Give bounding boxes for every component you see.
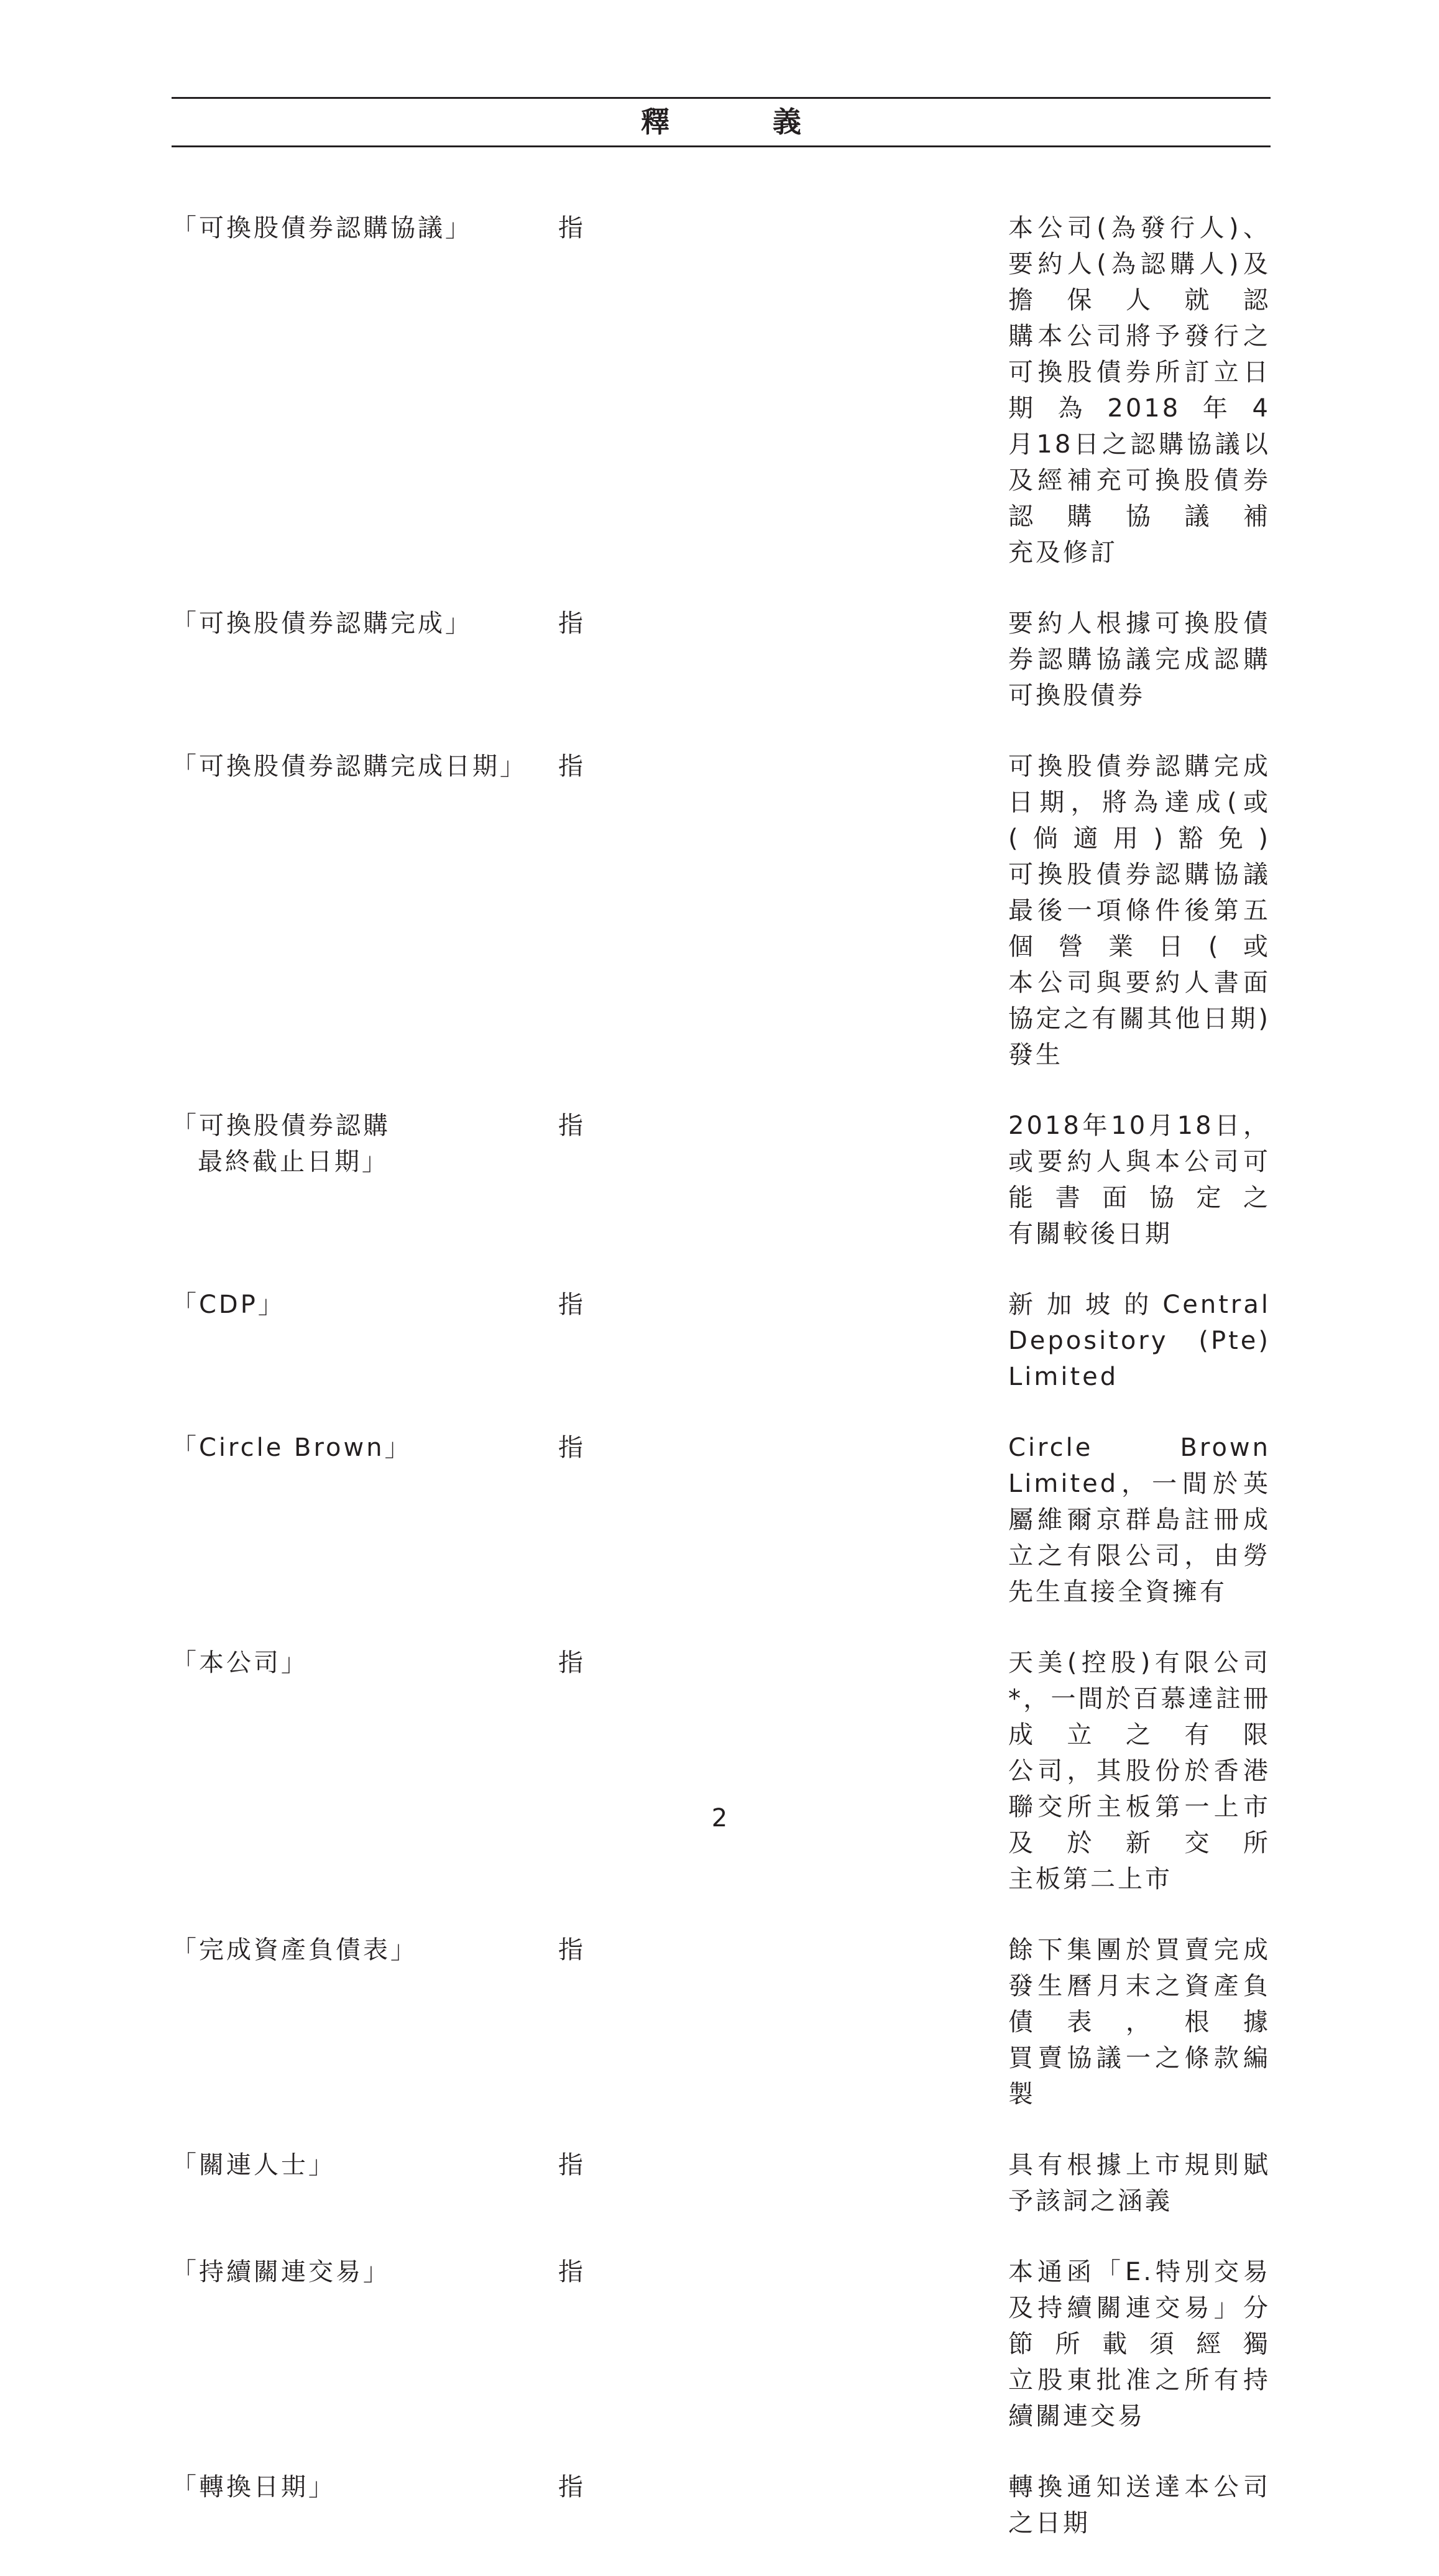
definition-term-line: 「關連人士」 [172,2151,336,2179]
definition-description-line: 2018年10月18日，或要約人與本公司可能書面協定之 [1008,1111,1271,1212]
definitions-list [172,210,1271,2576]
definition-term [172,1932,551,2112]
means-label: 指 [558,214,583,242]
definition-description [1008,1287,1271,1395]
definition-description-line: 新加坡的Central Depository (Pte) Limited [1008,1290,1271,1391]
means-label: 指 [558,2258,583,2286]
definition-description-line: 可換股債券認購完成日期，將為達成(或(倘適用)豁免) [1008,752,1271,853]
definition-description [1008,2147,1271,2219]
definition-description [1008,748,1271,1073]
definition-term-line: 「本公司」 [172,1649,308,1677]
definition-term-line: 「持續關連交易」 [172,2258,390,2286]
page-title: 釋 義 [641,105,839,139]
definition-term [172,210,551,571]
definition-entry [172,605,1271,714]
definition-entry [172,1287,1271,1395]
header-rule-top [172,97,1271,99]
definition-term-line: 「Circle Brown」 [172,1433,412,1462]
definition-description-line: 買賣協議一之條款編製 [1008,2044,1271,2109]
definition-description [1008,210,1271,571]
definition-description-line: 充及修訂 [1008,538,1118,567]
definition-description-line: 立股東批准之所有持續關連交易 [1008,2366,1271,2431]
definition-description-line: 公司，其股份於香港聯交所主板第一上市及於新交所 [1008,1757,1271,1857]
definition-entry [172,1108,1271,1252]
definition-term [172,1108,551,1252]
definition-description-line: 轉換通知送達本公司之日期 [1008,2473,1271,2537]
definition-description [1008,1108,1271,1252]
definition-entry [172,210,1271,571]
header-rule-bottom [172,145,1271,147]
definition-description [1008,1430,1271,1610]
definition-term [172,748,551,1073]
definition-description [1008,2469,1271,2541]
means-label: 指 [558,1290,583,1319]
definition-term [172,605,551,714]
page-number: 2 [711,1804,728,1833]
means-label: 指 [558,1936,583,1964]
definition-description-line: 具有根據上市規則賦予該詞之涵義 [1008,2151,1271,2215]
means-label: 指 [558,2151,583,2179]
definition-entry [172,2254,1271,2434]
means-label: 指 [558,1433,583,1462]
definition-term-line: 「CDP」 [172,1290,285,1319]
definition-entry [172,1430,1271,1610]
definition-description [1008,1645,1271,1897]
definition-term [172,1430,551,1610]
definition-description-line: 購本公司將予發行之可換股債券所訂立日期為2018年4 [1008,322,1271,423]
definition-description-line: 要約人根據可換股債券認購協議完成認購可換股債券 [1008,609,1271,710]
definition-term-line: 「可換股債券認購協議」 [172,214,472,242]
definition-term [172,1287,551,1395]
definition-description-line: 本公司(為發行人)、要約人(為認購人)及擔保人就認 [1008,214,1271,315]
definition-term [172,2147,551,2219]
definition-description-line: 立之有限公司，由勞先生直接全資擁有 [1008,1542,1271,1606]
definition-description-line: 主板第二上市 [1008,1865,1172,1893]
definition-term [172,1645,551,1897]
means-label: 指 [558,752,583,781]
definition-entry [172,748,1271,1073]
definition-description-line: 餘下集團於買賣完成發生曆月末之資產負債表，根據 [1008,1936,1271,2036]
definition-term-line: 最終截止日期」 [198,1148,389,1176]
definition-term-line: 「可換股債券認購 [172,1111,390,1140]
definition-term [172,2254,551,2434]
definition-term-line: 「可換股債券認購完成」 [172,609,472,638]
definition-description [1008,2254,1271,2434]
definition-entry [172,1645,1271,1897]
definition-description [1008,1932,1271,2112]
definition-entry [172,2469,1271,2541]
definition-description-line: 月18日之認購協議以及經補充可換股債券認購協議補 [1008,430,1271,531]
definition-description-line: 可換股債券認購協議最後一項條件後第五個營業日(或 [1008,860,1271,961]
definition-description-line: 有關較後日期 [1008,1220,1172,1248]
definition-term-line: 「轉換日期」 [172,2473,336,2501]
definition-term-line: 「完成資產負債表」 [172,1936,418,1964]
means-label: 指 [558,2473,583,2501]
definition-entry [172,1932,1271,2112]
means-label: 指 [558,1649,583,1677]
means-label: 指 [558,609,583,638]
definition-description-line: 本公司與要約人書面協定之有關其他日期)發生 [1008,968,1271,1069]
definition-description-line: 本通函「E.特別交易及持續關連交易」分節所載須經獨 [1008,2258,1271,2358]
definition-description-line: 天美(控股)有限公司*，一間於百慕達註冊成立之有限 [1008,1649,1271,1749]
means-label: 指 [558,1111,583,1140]
definition-description-line: Circle Brown Limited，一間於英屬維爾京群島註冊成 [1008,1433,1271,1534]
definition-description [1008,605,1271,714]
definition-term-line: 「可換股債券認購完成日期」 [172,752,527,781]
definition-term [172,2469,551,2541]
definition-entry [172,2147,1271,2219]
